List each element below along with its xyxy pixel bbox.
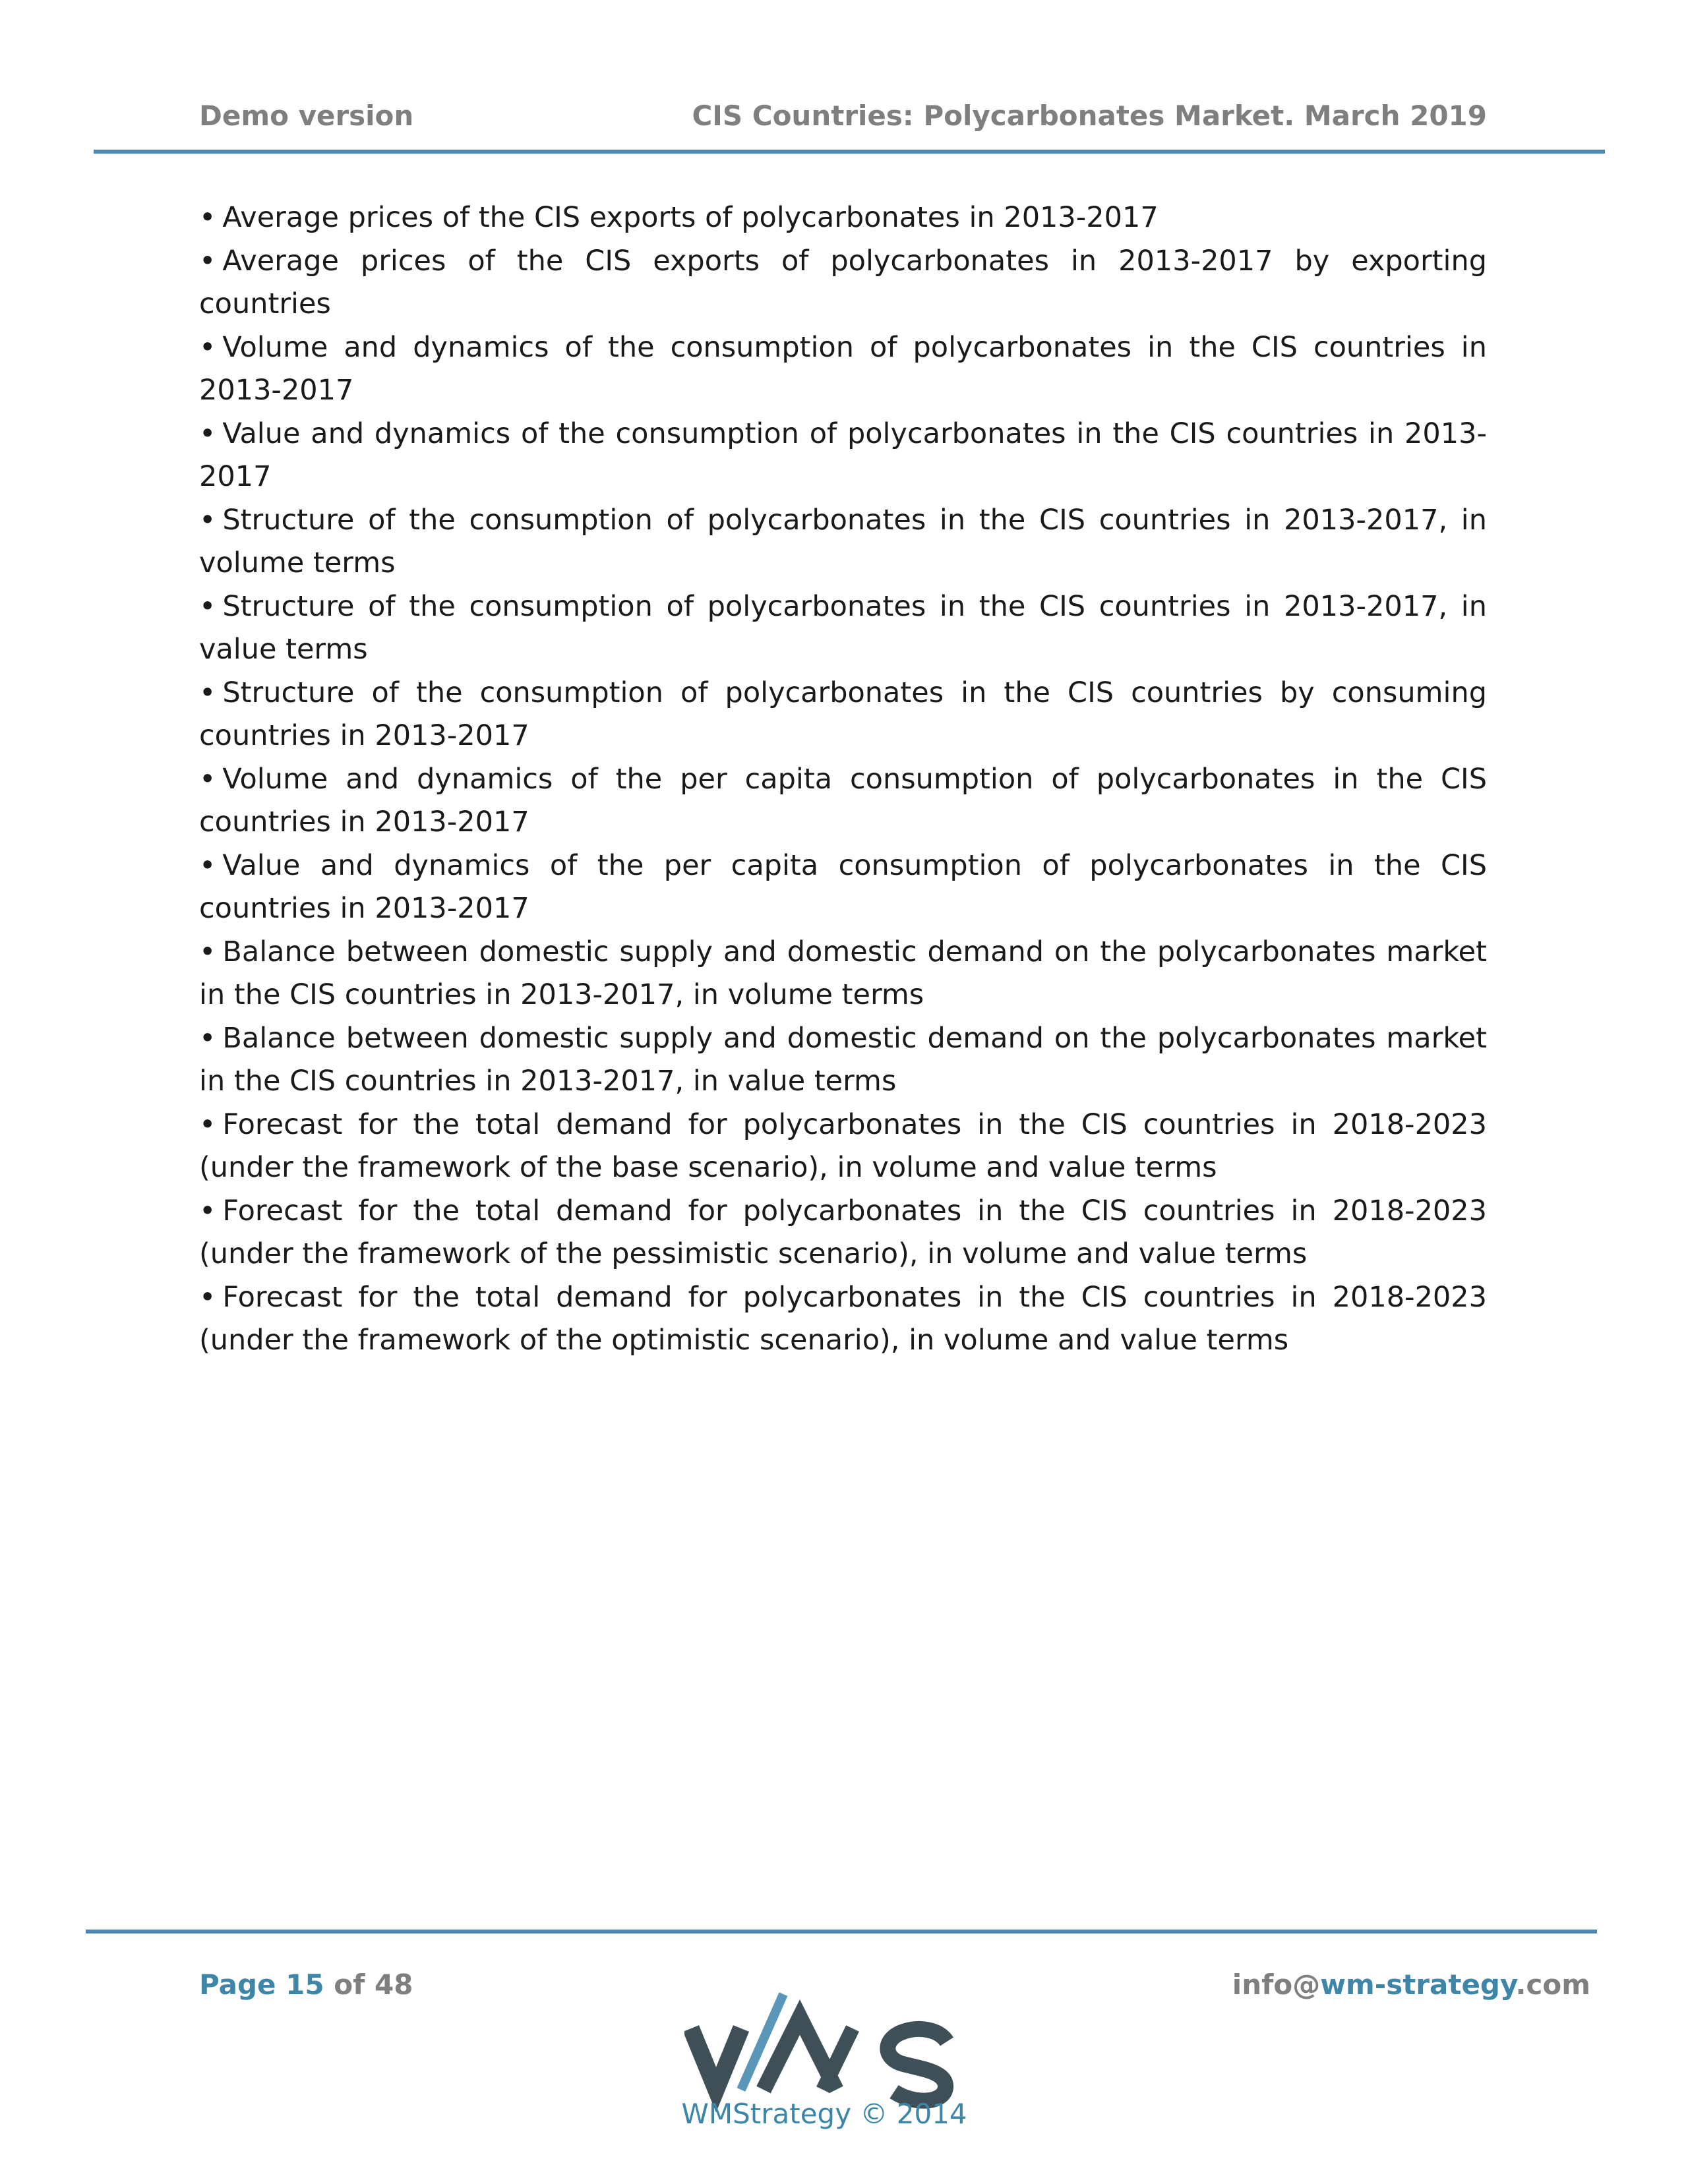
list-item <box>199 499 1487 585</box>
bullet: • <box>199 201 216 234</box>
list-item-text: Value and dynamics of the per capita consumption of polycarbonates in the CIS countries in 2013-2017 <box>199 848 1487 925</box>
list-item-text: Average prices of the CIS exports of polycarbonates in 2013-2017 by exporting countries <box>199 244 1487 320</box>
page-of: of <box>334 1968 365 2001</box>
list-item-text: Forecast for the total demand for polycarbonates in the CIS countries in 2018-2023 (under the framework of the pessimistic scenario), in volume and value terms <box>199 1194 1487 1270</box>
bullet: • <box>199 1194 216 1227</box>
list-item <box>199 844 1487 931</box>
header-demo-label: Demo version <box>199 100 414 132</box>
bullet: • <box>199 676 216 709</box>
header-divider <box>94 150 1605 154</box>
list-item <box>199 413 1487 499</box>
list-item-text: Forecast for the total demand for polycarbonates in the CIS countries in 2018-2023 (under the framework of the optimistic scenario), in volume and value terms <box>199 1280 1487 1357</box>
logo-letter-s <box>888 2029 947 2101</box>
email-tld: .com <box>1515 1968 1590 2001</box>
list-item <box>199 326 1487 413</box>
page-word: Page <box>199 1968 276 2001</box>
contents-list <box>199 196 1487 1363</box>
footer-divider <box>86 1930 1597 1933</box>
page-counter <box>199 1968 413 2002</box>
email-user: info@ <box>1232 1968 1321 2001</box>
email-domain: wm-strategy <box>1320 1968 1516 2001</box>
bullet: • <box>199 1021 216 1055</box>
list-item-text: Structure of the consumption of polycarbonates in the CIS countries in 2013-2017, in value terms <box>199 589 1487 666</box>
bullet: • <box>199 1107 216 1141</box>
list-item <box>199 585 1487 672</box>
bullet: • <box>199 762 216 796</box>
list-item <box>199 240 1487 326</box>
list-item-text: Value and dynamics of the consumption of polycarbonates in the CIS countries in 2013-2017 <box>199 417 1487 493</box>
bullet: • <box>199 244 216 278</box>
list-item <box>199 1190 1487 1276</box>
logo-caption: WMStrategy © 2014 <box>681 2098 967 2130</box>
list-item <box>199 931 1487 1017</box>
list-item <box>199 1104 1487 1190</box>
list-item <box>199 1017 1487 1104</box>
bullet: • <box>199 935 216 968</box>
list-item-text: Structure of the consumption of polycarbonates in the CIS countries by consuming countries in 2013-2017 <box>199 676 1487 752</box>
list-item <box>199 1276 1487 1363</box>
list-item <box>199 672 1487 758</box>
bullet: • <box>199 417 216 450</box>
list-item-text: Forecast for the total demand for polycarbonates in the CIS countries in 2018-2023 (under the framework of the base scenario), in volume and value terms <box>199 1107 1487 1184</box>
list-item-text: Average prices of the CIS exports of polycarbonates in 2013-2017 <box>222 201 1159 234</box>
list-item-text: Balance between domestic supply and domestic demand on the polycarbonates market in the CIS countries in 2013-2017, in value terms <box>199 1021 1487 1098</box>
bullet: • <box>199 848 216 882</box>
logo-letter-m <box>764 2017 853 2090</box>
bullet: • <box>199 330 216 364</box>
list-item-text: Volume and dynamics of the consumption of polycarbonates in the CIS countries in 2013-2017 <box>199 330 1487 407</box>
bullet: • <box>199 589 216 623</box>
list-item-text: Structure of the consumption of polycarbonates in the CIS countries in 2013-2017, in volume terms <box>199 503 1487 579</box>
list-item-text: Volume and dynamics of the per capita consumption of polycarbonates in the CIS countries in 2013-2017 <box>199 762 1487 839</box>
bullet: • <box>199 503 216 537</box>
header-report-title: CIS Countries: Polycarbonates Market. March 2019 <box>692 100 1487 132</box>
contact-email[interactable] <box>1232 1968 1590 2002</box>
page-total: 48 <box>375 1968 413 2001</box>
list-item-text: Balance between domestic supply and domestic demand on the polycarbonates market in the CIS countries in 2013-2017, in volume terms <box>199 935 1487 1011</box>
bullet: • <box>199 1280 216 1314</box>
list-item <box>199 196 1487 240</box>
page-current: 15 <box>286 1968 324 2001</box>
list-item <box>199 758 1487 844</box>
